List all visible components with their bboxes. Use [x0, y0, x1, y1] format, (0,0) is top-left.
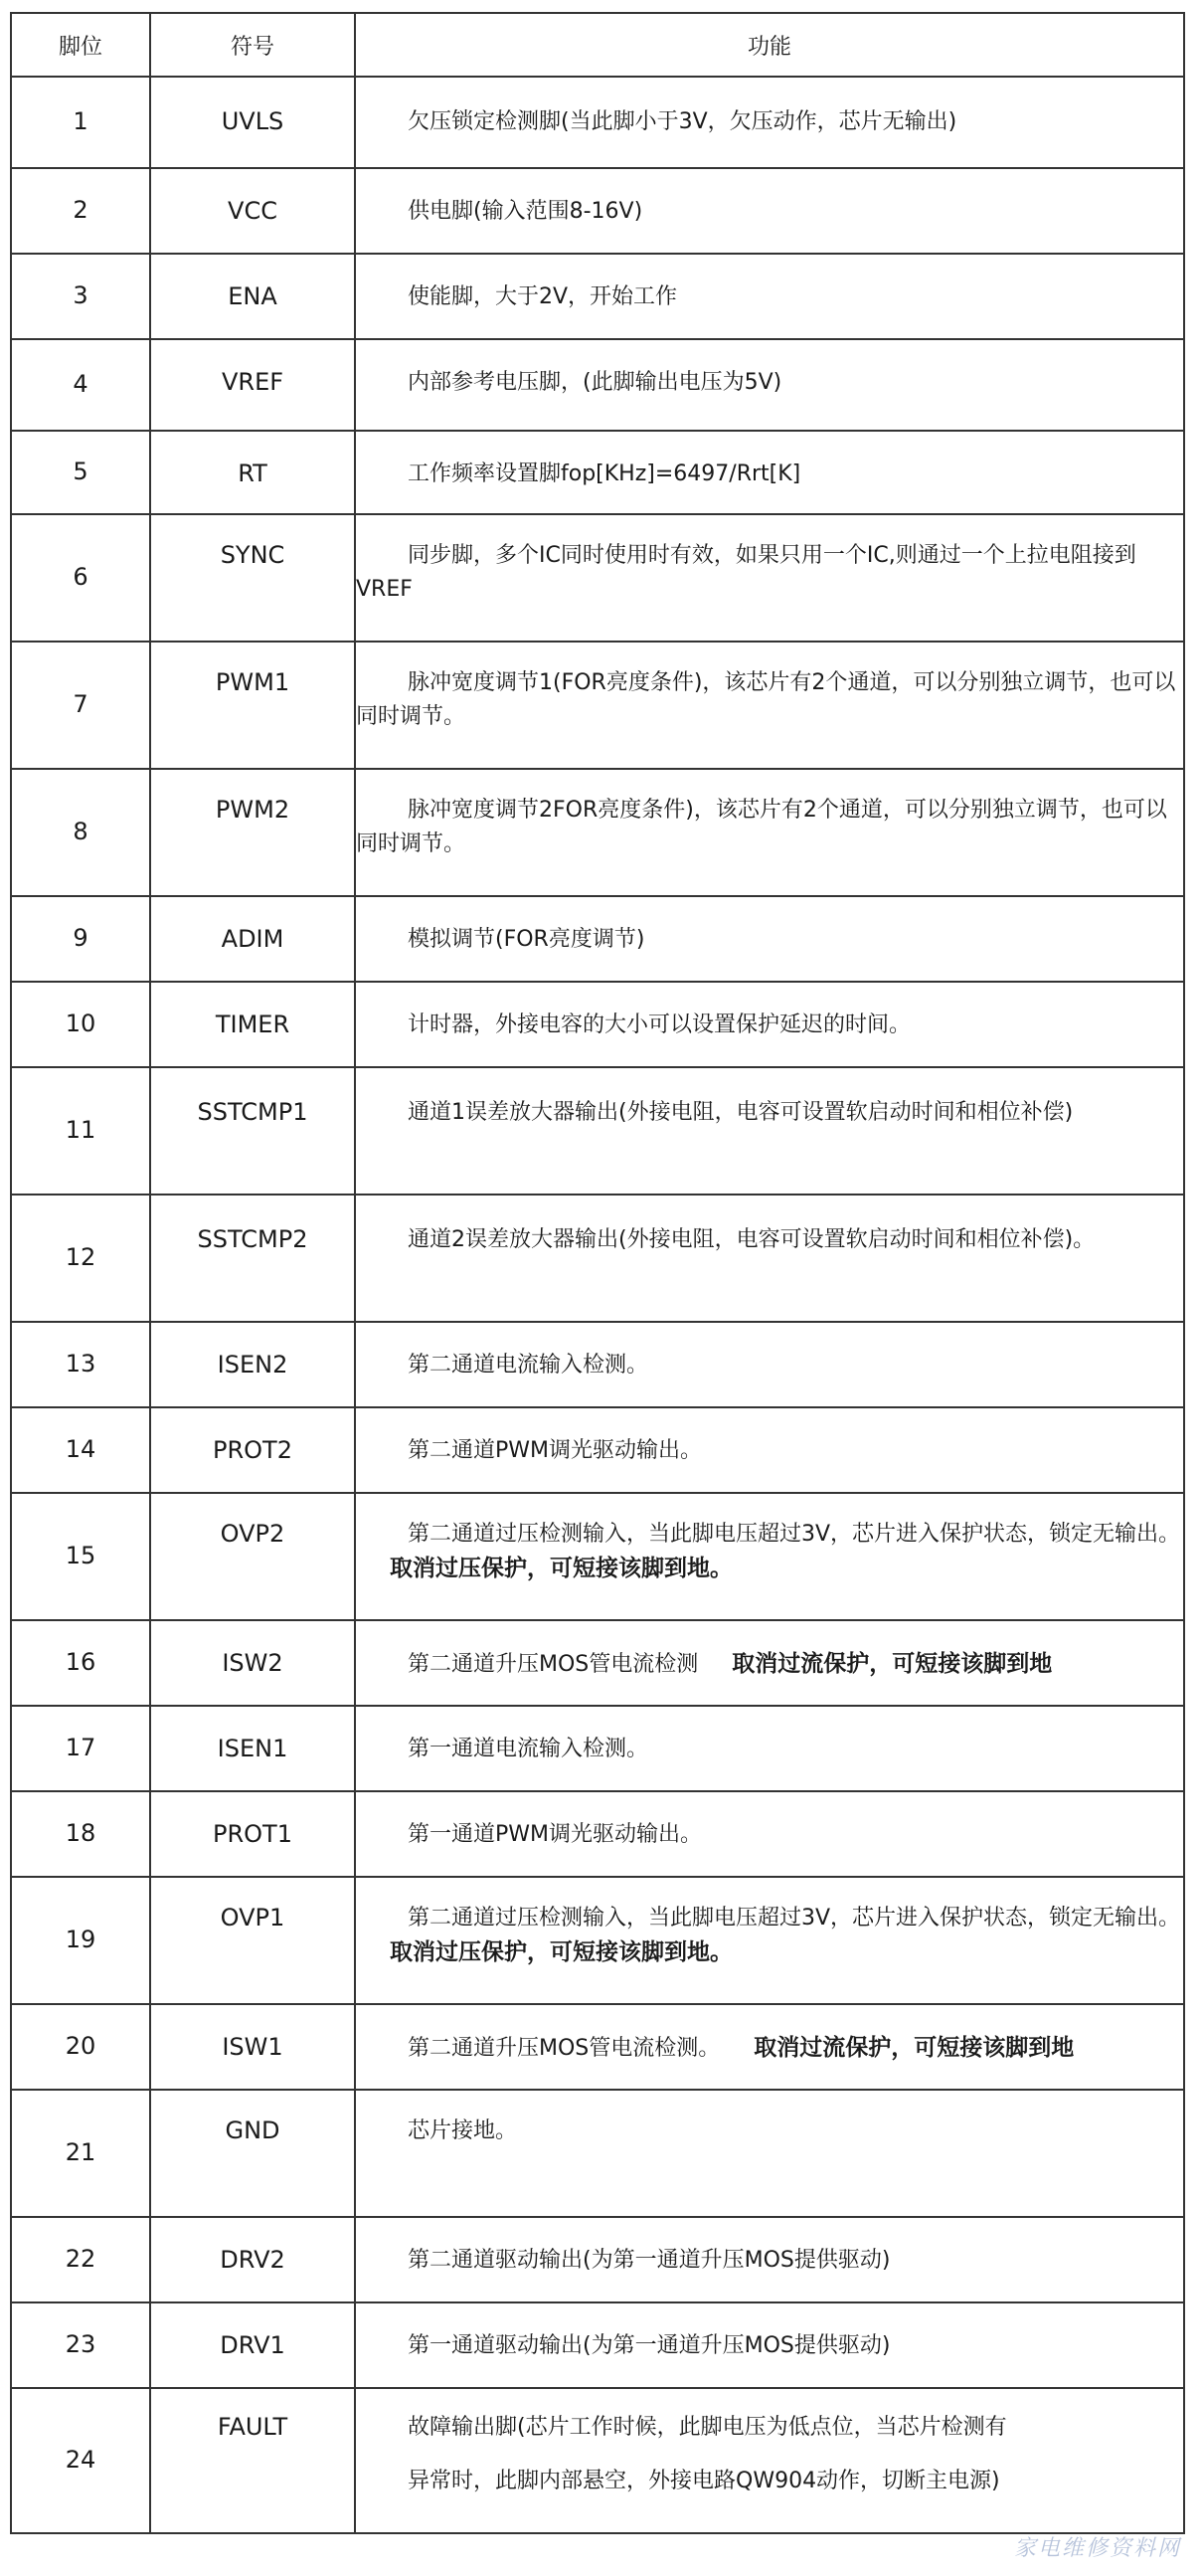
- function-note-bold: 取消过压保护，可短接该脚到地。: [390, 1556, 733, 1581]
- function-description: 使能脚，大于2V，开始工作: [408, 284, 678, 309]
- function-description: 同步脚，多个IC同时使用时有效，如果只用一个IC,则通过一个上拉电阻接到VREF: [356, 543, 1136, 602]
- pin-symbol: PROT1: [213, 1820, 292, 1848]
- pin-number-cell: [11, 1877, 150, 2004]
- pin-number-cell: [11, 1706, 150, 1791]
- table-row: [11, 1322, 1184, 1407]
- pin-function-cell: [355, 1877, 1184, 2004]
- pin-number: 17: [65, 1734, 96, 1761]
- function-description: 第一通道驱动输出(为第一通道升压MOS提供驱动): [408, 2333, 891, 2358]
- pin-number: 15: [65, 1542, 96, 1569]
- pin-symbol-cell: [150, 77, 355, 168]
- pin-symbol: TIMER: [215, 1011, 290, 1038]
- pin-function-text: [408, 195, 1183, 229]
- pin-number: 10: [65, 1010, 96, 1037]
- pin-function-cell: [355, 1706, 1184, 1791]
- pin-function-text: [356, 666, 1183, 734]
- pin-function-cell: [355, 2004, 1184, 2090]
- function-note-bold: 取消过流保护，可短接该脚到地: [732, 1651, 1053, 1677]
- pin-number: 8: [73, 818, 88, 845]
- function-description: 脉冲宽度调节1(FOR亮度条件)，该芯片有2个通道，可以分别独立调节，也可以同时调节。: [356, 670, 1176, 729]
- pin-number-cell: [11, 982, 150, 1067]
- pin-symbol: PWM2: [215, 796, 290, 824]
- pin-function-cell: [355, 2388, 1184, 2533]
- pin-symbol-cell: [150, 1067, 355, 1195]
- pin-number-cell: [11, 1407, 150, 1493]
- pin-symbol: ISEN2: [217, 1351, 288, 1379]
- pin-symbol-cell: [150, 339, 355, 431]
- table-row: [11, 339, 1184, 431]
- table-row: [11, 1706, 1184, 1791]
- pin-function-text: [408, 1818, 1183, 1852]
- pin-symbol-cell: [150, 2388, 355, 2533]
- pin-symbol: UVLS: [221, 107, 284, 135]
- pin-number-cell: [11, 769, 150, 896]
- table-header-row: [11, 13, 1184, 77]
- pin-function-text: [408, 1647, 1183, 1682]
- pin-function-cell: [355, 1791, 1184, 1877]
- pin-function-text: [408, 1434, 1183, 1468]
- pin-number-cell: [11, 1195, 150, 1322]
- pin-function-text: [356, 1902, 1183, 1970]
- pin-symbol-cell: [150, 2302, 355, 2388]
- pin-symbol-cell: [150, 431, 355, 514]
- table-body: [11, 77, 1184, 2533]
- function-note-bold: 取消过流保护，可短接该脚到地: [754, 2035, 1075, 2061]
- pin-number-cell: [11, 431, 150, 514]
- pin-symbol: RT: [238, 460, 267, 487]
- pin-number-cell: [11, 168, 150, 254]
- pin-number-cell: [11, 896, 150, 982]
- pin-number-cell: [11, 2217, 150, 2302]
- function-description: 第二通道升压MOS管电流检测。: [408, 2036, 721, 2061]
- pin-symbol: SSTCMP1: [197, 1098, 308, 1126]
- pin-symbol-cell: [150, 896, 355, 982]
- pin-function-text: [356, 794, 1183, 861]
- pin-symbol: OVP1: [220, 1904, 285, 1932]
- pin-number-cell: [11, 1067, 150, 1195]
- pin-function-cell: [355, 642, 1184, 769]
- pin-function-text: [408, 923, 1183, 957]
- pin-number-cell: [11, 514, 150, 642]
- watermark-logo: 家电维修资料网: [1013, 2536, 1181, 2561]
- pin-function-text: [408, 1009, 1183, 1042]
- pin-function-cell: [355, 2217, 1184, 2302]
- function-description: 第二通道驱动输出(为第一通道升压MOS提供驱动): [408, 2248, 891, 2273]
- pin-number: 20: [65, 2032, 96, 2060]
- pin-symbol: PWM1: [215, 668, 290, 696]
- pin-number: 1: [73, 107, 88, 135]
- table-row: [11, 2302, 1184, 2388]
- table-row: [11, 1791, 1184, 1877]
- pin-symbol-cell: [150, 254, 355, 339]
- pin-function-text: [408, 105, 1183, 139]
- pin-function-cell: [355, 1195, 1184, 1322]
- table-row: [11, 982, 1184, 1067]
- pin-symbol: SSTCMP2: [197, 1225, 308, 1253]
- table-row: [11, 642, 1184, 769]
- pin-function-text: [408, 2244, 1183, 2278]
- function-description: 第二通道过压检测输入，当此脚电压超过3V，芯片进入保护状态，锁定无输出。: [408, 1522, 1181, 1547]
- pin-number-cell: [11, 339, 150, 431]
- pin-symbol-cell: [150, 1706, 355, 1791]
- pin-function-cell: [355, 2090, 1184, 2217]
- function-description: 第一通道电流输入检测。: [408, 1737, 649, 1761]
- pin-number-cell: [11, 1493, 150, 1620]
- pin-number: 19: [65, 1926, 96, 1953]
- function-description: 供电脚(输入范围8-16V): [408, 199, 643, 224]
- pin-function-cell: [355, 431, 1184, 514]
- table-row: [11, 1195, 1184, 1322]
- pin-symbol: PROT2: [213, 1436, 292, 1464]
- pin-symbol: DRV1: [220, 2331, 285, 2359]
- pin-symbol-cell: [150, 1322, 355, 1407]
- pin-number: 3: [73, 281, 88, 309]
- pin-function-cell: [355, 77, 1184, 168]
- function-description: 脉冲宽度调节2FOR亮度条件)，该芯片有2个通道，可以分别独立调节，也可以同时调节。: [356, 798, 1167, 856]
- pin-symbol-cell: [150, 642, 355, 769]
- pin-number-cell: [11, 254, 150, 339]
- pin-symbol: ISEN1: [217, 1735, 288, 1762]
- pin-function-cell: [355, 339, 1184, 431]
- table-row: [11, 254, 1184, 339]
- pin-symbol: GND: [225, 2116, 280, 2144]
- pin-function-text: [408, 2115, 1183, 2148]
- pin-symbol: OVP2: [220, 1520, 285, 1548]
- pin-symbol: ISW2: [222, 1649, 283, 1677]
- function-description: 通道2误差放大器输出(外接电阻，电容可设置软启动时间和相位补偿)。: [408, 1227, 1096, 1252]
- pin-function-text: [408, 2411, 1183, 2445]
- pin-number-cell: [11, 77, 150, 168]
- pin-function-text: [408, 1223, 1183, 1257]
- pin-function-text: [408, 2329, 1183, 2363]
- pin-function-text: [356, 539, 1183, 607]
- pin-symbol-cell: [150, 1877, 355, 2004]
- pin-number-cell: [11, 642, 150, 769]
- pin-function-cell: [355, 1493, 1184, 1620]
- function-description: 欠压锁定检测脚(当此脚小于3V，欠压动作，芯片无输出): [408, 109, 957, 134]
- pin-symbol: ENA: [228, 282, 277, 310]
- table-row: [11, 2004, 1184, 2090]
- pin-number: 21: [65, 2138, 96, 2166]
- pin-number-cell: [11, 1620, 150, 1706]
- pin-symbol-cell: [150, 769, 355, 896]
- pin-symbol-cell: [150, 1493, 355, 1620]
- table-row: [11, 168, 1184, 254]
- function-description: 计时器，外接电容的大小可以设置保护延迟的时间。: [408, 1012, 912, 1037]
- header-pin: 脚位: [11, 13, 150, 77]
- function-description: 故障输出脚(芯片工作时候，此脚电压为低点位，当芯片检测有: [408, 2415, 1007, 2440]
- pin-symbol-cell: [150, 1195, 355, 1322]
- pin-function-text: [408, 366, 1183, 400]
- pin-symbol-cell: [150, 2004, 355, 2090]
- pin-symbol-cell: [150, 1620, 355, 1706]
- table-row: [11, 431, 1184, 514]
- function-description: 第二通道PWM调光驱动输出。: [408, 1438, 703, 1463]
- pin-number: 7: [73, 690, 88, 718]
- pin-symbol-cell: [150, 2217, 355, 2302]
- table-row: [11, 1407, 1184, 1493]
- function-description: 工作频率设置脚fop[KHz]=6497/Rrt[K]: [408, 461, 801, 486]
- table-row: [11, 1620, 1184, 1706]
- function-description: 芯片接地。: [408, 2118, 518, 2143]
- pin-function-cell: [355, 2302, 1184, 2388]
- pin-number: 13: [65, 1350, 96, 1378]
- pin-number: 16: [65, 1648, 96, 1676]
- pin-function-cell: [355, 896, 1184, 982]
- pin-symbol: VCC: [228, 197, 277, 225]
- pin-number: 4: [73, 370, 88, 398]
- pin-function-cell: [355, 1407, 1184, 1493]
- pin-number-cell: [11, 1322, 150, 1407]
- pin-number-cell: [11, 2302, 150, 2388]
- pin-function-cell: [355, 1322, 1184, 1407]
- pin-symbol-cell: [150, 514, 355, 642]
- pin-function-text: [408, 458, 1183, 491]
- pin-function-cell: [355, 254, 1184, 339]
- pin-number: 2: [73, 196, 88, 224]
- pin-number: 22: [65, 2245, 96, 2273]
- pin-number: 11: [65, 1116, 96, 1144]
- pin-symbol: ADIM: [221, 925, 284, 953]
- pin-number-cell: [11, 2090, 150, 2217]
- pin-function-cell: [355, 982, 1184, 1067]
- pin-number-cell: [11, 2388, 150, 2533]
- table-row: [11, 1877, 1184, 2004]
- pin-function-text: [408, 280, 1183, 314]
- function-note-bold: 取消过压保护，可短接该脚到地。: [390, 1939, 733, 1965]
- pin-symbol-cell: [150, 168, 355, 254]
- pin-symbol: SYNC: [220, 541, 285, 569]
- pin-number: 6: [73, 563, 88, 591]
- pin-number: 18: [65, 1819, 96, 1847]
- table-row: [11, 896, 1184, 982]
- function-description: 第二通道升压MOS管电流检测: [408, 1652, 699, 1677]
- function-description: 内部参考电压脚，(此脚输出电压为5V): [408, 370, 782, 395]
- pin-number-cell: [11, 2004, 150, 2090]
- pin-number: 9: [73, 924, 88, 952]
- function-description: 通道1误差放大器输出(外接电阻，电容可设置软启动时间和相位补偿): [408, 1100, 1074, 1125]
- pin-function-cell: [355, 1067, 1184, 1195]
- pin-number: 5: [73, 458, 88, 485]
- pin-function-text: [408, 1096, 1183, 1130]
- pin-function-cell: [355, 514, 1184, 642]
- pin-function-text: [356, 1518, 1183, 1586]
- function-description: 第二通道过压检测输入，当此脚电压超过3V，芯片进入保护状态，锁定无输出。: [408, 1906, 1181, 1931]
- table-row: [11, 2388, 1184, 2533]
- pin-symbol: VREF: [221, 368, 284, 396]
- function-description: 第一通道PWM调光驱动输出。: [408, 1822, 703, 1847]
- pin-symbol-cell: [150, 1407, 355, 1493]
- table-row: [11, 769, 1184, 896]
- pin-symbol: ISW1: [222, 2033, 283, 2061]
- table-row: [11, 2217, 1184, 2302]
- header-function: 功能: [355, 13, 1184, 77]
- function-description: 模拟调节(FOR亮度调节): [408, 927, 645, 952]
- function-description: 第二通道电流输入检测。: [408, 1353, 649, 1378]
- pin-number-cell: [11, 1791, 150, 1877]
- table-row: [11, 2090, 1184, 2217]
- table-row: [11, 77, 1184, 168]
- pin-symbol: FAULT: [217, 2413, 288, 2441]
- pin-symbol-cell: [150, 2090, 355, 2217]
- pin-symbol-cell: [150, 982, 355, 1067]
- pin-number: 24: [65, 2446, 96, 2474]
- pin-function-cell: [355, 1620, 1184, 1706]
- pin-function-text: [408, 1349, 1183, 1382]
- table-row: [11, 1067, 1184, 1195]
- table-row: [11, 1493, 1184, 1620]
- pin-symbol: DRV2: [220, 2246, 285, 2274]
- pin-function-text: [408, 1733, 1183, 1766]
- pin-symbol-cell: [150, 1791, 355, 1877]
- pin-function-cell: [355, 168, 1184, 254]
- header-symbol: 符号: [150, 13, 355, 77]
- pin-number: 23: [65, 2330, 96, 2358]
- pin-function-table: [10, 12, 1185, 2534]
- pin-function-cell: [355, 769, 1184, 896]
- pin-function-text: [408, 2031, 1183, 2066]
- pin-number: 12: [65, 1243, 96, 1271]
- table-row: [11, 514, 1184, 642]
- function-description-line2: 异常时，此脚内部悬空，外接电路QW904动作，切断主电源): [408, 2469, 1000, 2493]
- pin-number: 14: [65, 1435, 96, 1463]
